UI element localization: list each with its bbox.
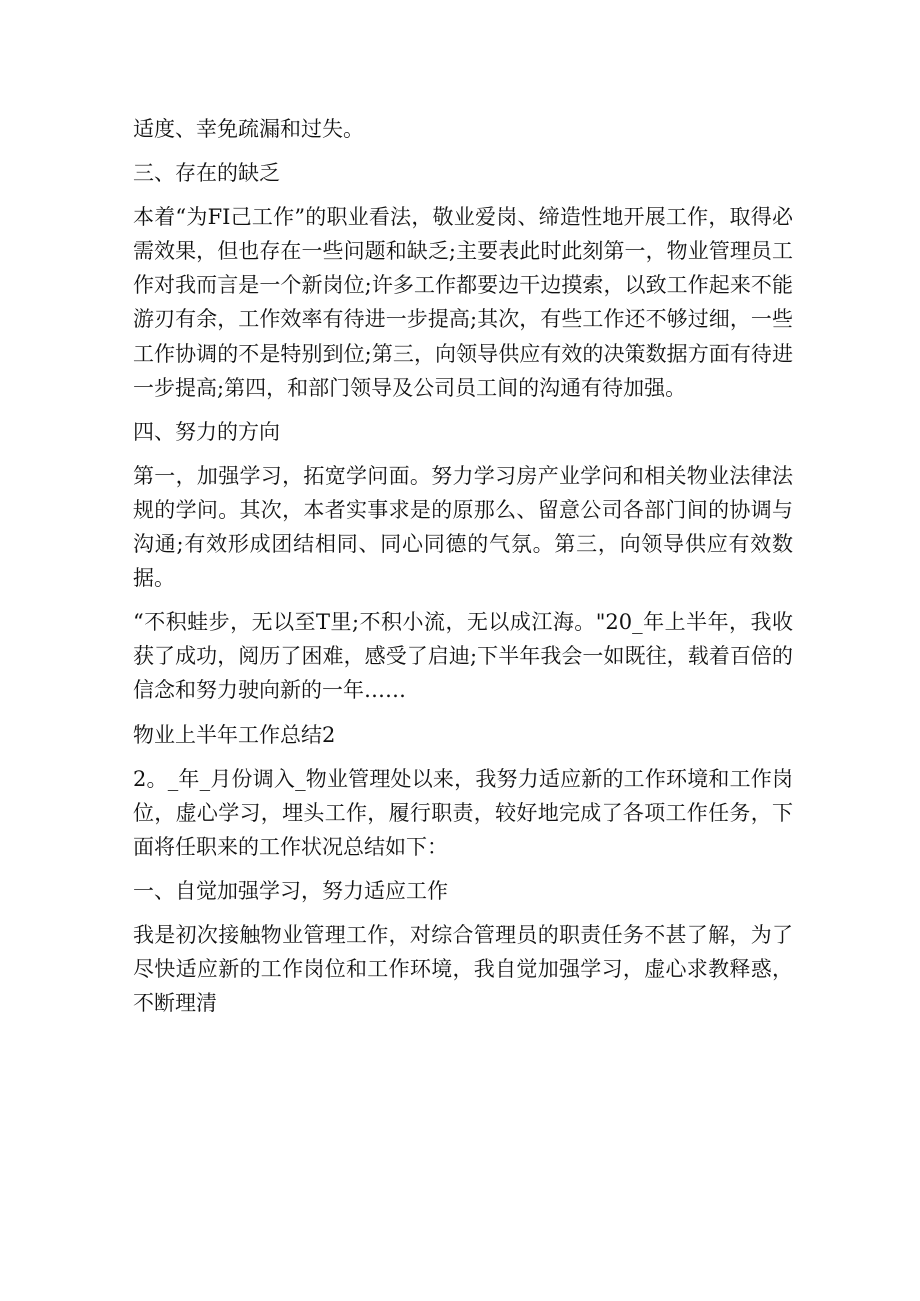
section-heading-study: 一、自觉加强学习，努力适应工作 (133, 878, 448, 903)
document-body (133, 112, 793, 1030)
section-heading-direction: 四、努力的方向 (133, 419, 280, 444)
paragraph-direction: 第一，加强学习，拓宽学问面。努力学习房产业学问和相关物业法律法规的学问。其次，本者实事求是的原那么、留意公司各部门间的协调与沟通;有效形成团结相同、同心同德的气氛。第三，向领导供应有效数据。 (133, 463, 793, 591)
paragraph-closing-quote: “不积蛙步，无以至T里;不积小流，无以成江海。"20_年上半年，我收获了成功，阅历了困难，感受了启迪;下半年我会一如既往，载着百倍的信念和努力驶向新的一年…… (133, 610, 793, 703)
paragraph-intro-tail: 适度、幸免疏漏和过失。 (133, 117, 364, 141)
section-heading-shortcomings: 三、存在的缺乏 (133, 161, 280, 186)
document-title-summary-2: 物业上半年工作总结2 (133, 722, 336, 747)
paragraph-summary-2-intro: 2。_年_月份调入_物业管理处以来，我努力适应新的工作环境和工作岗位，虚心学习，埋头工作，履行职责，较好地完成了各项工作任务，下面将任职来的工作状况总结如下： (133, 766, 793, 859)
paragraph-shortcomings: 本着“为FI己工作”的职业看法，敬业爱岗、缔造性地开展工作，取得必需效果，但也存在一些问题和缺乏;主要表此时此刻第一，物业管理员工作对我而言是一个新岗位;许多工作都要边干边摸索，以致工作起来不能游刃有余，工作效率有待进一步提高;其次，有些工作还不够过细，一些工作协调的不是特别到位;第三，向领导供应有效的决策数据方面有待进一步提高;第四，和部门领导及公司员工间的沟通有待加强。 (133, 205, 793, 400)
paragraph-study: 我是初次接触物业管理工作，对综合管理员的职责任务不甚了解，为了尽快适应新的工作岗位和工作环境，我自觉加强学习，虚心求教释惑，不断理清 (133, 922, 793, 1016)
